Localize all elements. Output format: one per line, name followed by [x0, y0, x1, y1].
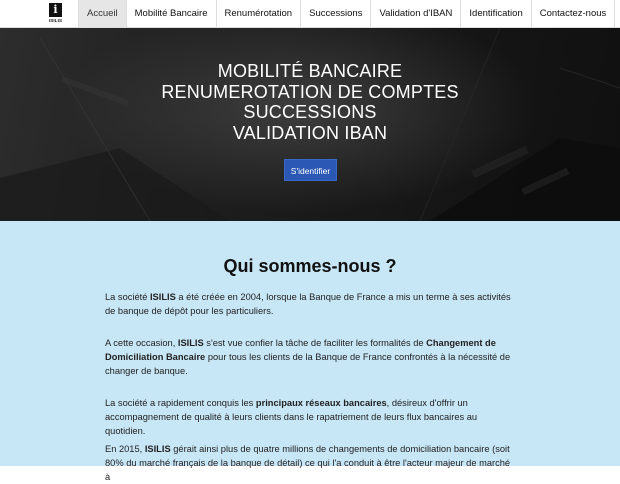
nav-identification[interactable]: Identification — [460, 0, 530, 27]
logo-wordmark: ISILIS — [48, 18, 63, 23]
about-paragraph-1: La société ISILIS a été créée en 2004, lorsque la Banque de France a mis un terme à ses activités de banque de dépôt pour les particuliers. — [105, 292, 511, 316]
about-section — [0, 221, 620, 482]
nav-contact[interactable]: Contactez-nous — [531, 0, 616, 27]
about-paragraph-3: La société a rapidement conquis les principaux réseaux bancaires, désireux d'offrir un accompagnement de qualité à leurs clients dans le rapatriement de leurs flux bancaires au quotidien. — [105, 398, 478, 436]
top-navbar — [0, 0, 620, 28]
hero-line-successions: SUCCESSIONS — [243, 102, 377, 122]
nav-accueil[interactable]: Accueil — [78, 0, 126, 27]
hero-line-validation-iban: VALIDATION IBAN — [232, 122, 388, 143]
about-paragraph-4: En 2015, ISILIS gérait ainsi plus de quatre millions de changements de domiciliation bancaire (soit 80% du marché français de la banque de détail) ce qui l'a conduit à être l'acteur majeur de marché à — [105, 444, 511, 482]
about-paragraph-2: A cette occasion, ISILIS s'est vue confier la tâche de faciliter les formalités de Changement de Domiciliation Bancaire pour tous les clients de la Banque de France confrontés à la nécessité de changer de banque. — [105, 338, 511, 376]
hero-banner — [0, 28, 620, 221]
nav-renumerotation[interactable]: Renumérotation — [216, 0, 301, 27]
main-menu — [78, 0, 615, 27]
hero-line-renumerotation: RENUMEROTATION DE COMPTES — [161, 81, 459, 102]
isilis-logo[interactable] — [47, 3, 64, 25]
identify-button[interactable]: S'identifier — [284, 159, 337, 181]
logo-mark: i — [49, 3, 62, 17]
about-title: Qui sommes-nous ? — [223, 256, 397, 276]
nav-mobilite-bancaire[interactable]: Mobilité Bancaire — [126, 0, 216, 27]
hero-line-mobilite: MOBILITÉ BANCAIRE — [217, 61, 403, 81]
nav-successions[interactable]: Successions — [300, 0, 370, 27]
nav-validation-iban[interactable]: Validation d'IBAN — [370, 0, 460, 27]
hero-headline — [0, 61, 620, 143]
